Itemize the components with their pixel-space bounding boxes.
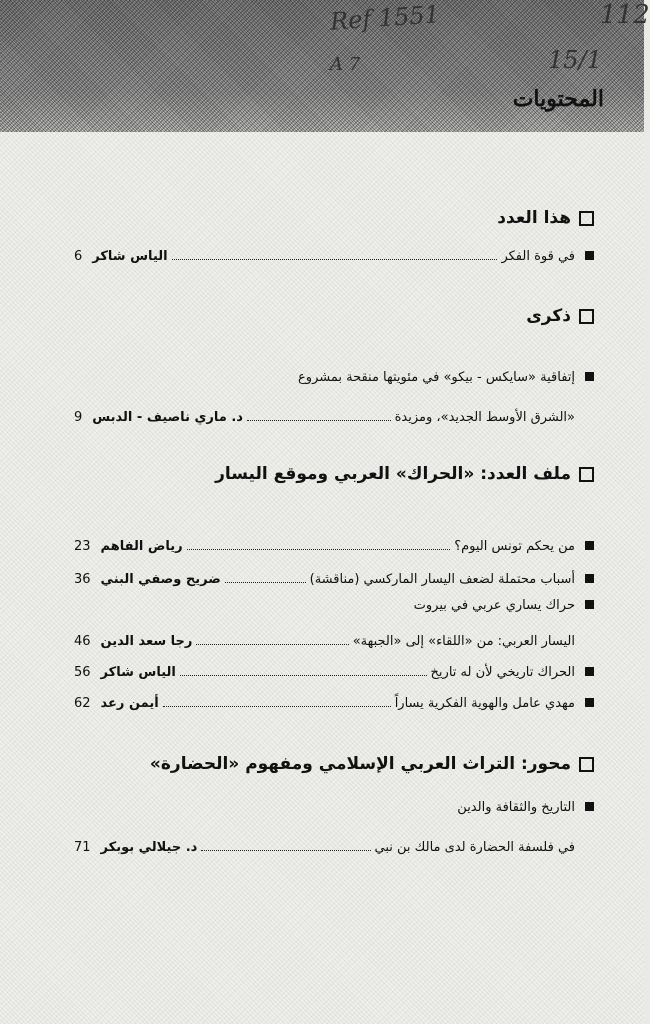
bullet-icon [585,698,594,707]
entry-author: رياض الفاهم [100,538,183,554]
entry-title: مهدي عامل والهوية الفكرية يساراً [394,695,575,711]
section-title: ملف العدد: «الحراك» العربي وموقع اليسار [215,464,571,484]
entry-page: 56 [74,664,91,680]
checkbox-icon [579,757,594,772]
section-title: ذكرى [526,306,571,326]
entry-page: 36 [74,571,91,587]
handwritten-note: A 7 [330,54,361,75]
dot-leader [180,663,427,676]
entry-title-line1: إتفاقية «سايكس - بيكو» في مئويتها منقحة بمشروع [298,370,575,385]
header-band [0,0,650,132]
entry-page: 46 [74,633,91,649]
bullet-icon [585,574,594,583]
entry-title: في قوة الفكر [501,248,575,264]
entry-title-line2: في فلسفة الحضارة لدى مالك بن نبي [374,839,575,855]
toc-entry-continued[interactable] [74,408,594,425]
entry-title: من يحكم تونس اليوم؟ [454,538,575,554]
entry-title-line1: حراك يساري عربي في بيروت [413,598,575,613]
toc-entry[interactable] [74,800,594,815]
checkbox-icon [579,211,594,226]
handwritten-note: 15/1 [548,46,602,74]
entry-author: د. جيلالي بوبكر [100,839,198,855]
entry-page: 23 [74,538,91,554]
entry-author: د. ماري ناصيف - الدبس [92,409,243,425]
entry-title: أسباب محتملة لضعف اليسار الماركسي (مناقشة) [309,571,575,587]
dot-leader [172,247,498,260]
bullet-icon [585,600,594,609]
section-heading-memory [526,306,594,326]
toc-entry[interactable] [74,598,594,613]
entry-title-line2: اليسار العربي: من «اللقاء» إلى «الجبهة» [352,633,575,649]
dot-leader [201,838,370,851]
dot-leader [196,632,348,645]
entry-author: ضريح وصفي البني [100,571,221,587]
entry-author: أيمن رعد [100,695,159,711]
toc-entry-continued[interactable] [74,632,594,649]
section-heading-axis [150,754,594,774]
section-heading-issue [497,208,594,228]
bullet-icon [585,251,594,260]
section-heading-dossier [215,464,594,484]
checkbox-icon [579,309,594,324]
toc-entry[interactable] [74,247,594,264]
dot-leader [247,408,391,421]
entry-author: الياس شاكر [100,664,176,680]
checkbox-icon [579,467,594,482]
section-title: محور: التراث العربي الإسلامي ومفهوم «الحضارة» [149,754,571,774]
entry-page: 71 [74,839,91,855]
toc-entry-continued[interactable] [74,838,594,855]
handwritten-note: 112 [600,0,650,30]
dot-leader [187,537,451,550]
page-title: المحتويات [512,86,604,112]
toc-entry[interactable] [74,537,594,554]
entry-title: الحراك تاريخي لأن له تاريخ [430,664,575,680]
bullet-icon [585,541,594,550]
bullet-icon [585,372,594,381]
toc-entry[interactable] [74,370,594,385]
entry-title-line1: التاريخ والثقافة والدين [457,800,575,815]
dot-leader [163,694,391,707]
entry-page: 62 [74,695,91,711]
handwritten-note: Ref 1551 [329,0,441,36]
toc-entry[interactable] [74,694,594,711]
entry-author: رجا سعد الدين [100,633,193,649]
entry-page: 6 [74,248,83,264]
toc-entry[interactable] [74,570,594,587]
dot-leader [225,570,306,583]
bullet-icon [585,667,594,676]
section-title: هذا العدد [497,208,571,228]
entry-title-line2: «الشرق الأوسط الجديد»، ومزيدة [394,409,575,425]
toc-entry[interactable] [74,663,594,680]
bullet-icon [585,802,594,811]
entry-author: الياس شاكر [92,248,168,264]
entry-page: 9 [74,409,83,425]
